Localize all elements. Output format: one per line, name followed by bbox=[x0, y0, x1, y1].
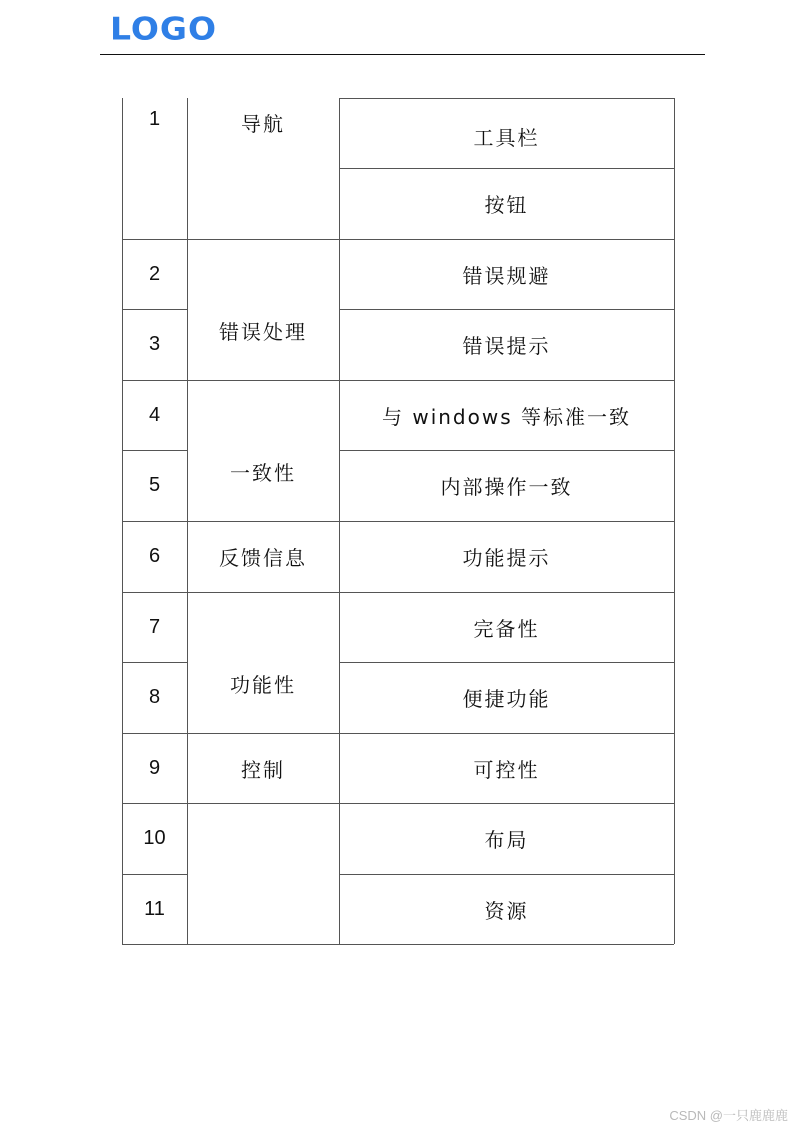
row-number: 9 bbox=[148, 756, 161, 779]
row-number: 5 bbox=[148, 474, 161, 496]
item-cell: 与 windows 等标准一致 bbox=[381, 404, 631, 429]
logo: LOGO bbox=[110, 10, 218, 48]
row-number: 11 bbox=[144, 897, 165, 920]
item-cell: 布局 bbox=[484, 828, 529, 852]
item-cell: 资源 bbox=[484, 898, 529, 923]
category-cell: 导航 bbox=[241, 112, 285, 136]
row-number: 2 bbox=[148, 262, 161, 285]
category-cell bbox=[187, 803, 339, 944]
watermark: CSDN @一只鹿鹿鹿 bbox=[669, 1108, 788, 1123]
category-cell: 控制 bbox=[241, 757, 285, 782]
item-cell: 完备性 bbox=[473, 616, 540, 641]
item-cell: 工具栏 bbox=[473, 125, 540, 150]
item-cell: 错误提示 bbox=[462, 334, 551, 358]
header-divider bbox=[100, 54, 705, 55]
item-cell: 可控性 bbox=[473, 757, 540, 782]
row-number: 4 bbox=[148, 403, 161, 426]
item-cell: 按钮 bbox=[484, 193, 529, 217]
row-number: 8 bbox=[148, 686, 161, 708]
row-number: 7 bbox=[148, 615, 161, 638]
row-number: 1 bbox=[148, 108, 161, 130]
item-cell: 便捷功能 bbox=[462, 687, 551, 711]
row-number: 3 bbox=[148, 333, 161, 355]
item-cell: 功能提示 bbox=[462, 546, 551, 570]
table-right-border bbox=[674, 98, 675, 944]
category-cell: 反馈信息 bbox=[219, 546, 307, 570]
table-bottom-border bbox=[122, 944, 674, 945]
category-cell: 一致性 bbox=[230, 461, 296, 485]
item-cell: 错误规避 bbox=[462, 263, 551, 288]
category-cell: 错误处理 bbox=[219, 320, 307, 344]
row-number: 6 bbox=[148, 545, 161, 567]
row-number: 10 bbox=[143, 827, 166, 849]
item-cell: 内部操作一致 bbox=[440, 475, 573, 499]
category-cell: 功能性 bbox=[230, 673, 296, 697]
